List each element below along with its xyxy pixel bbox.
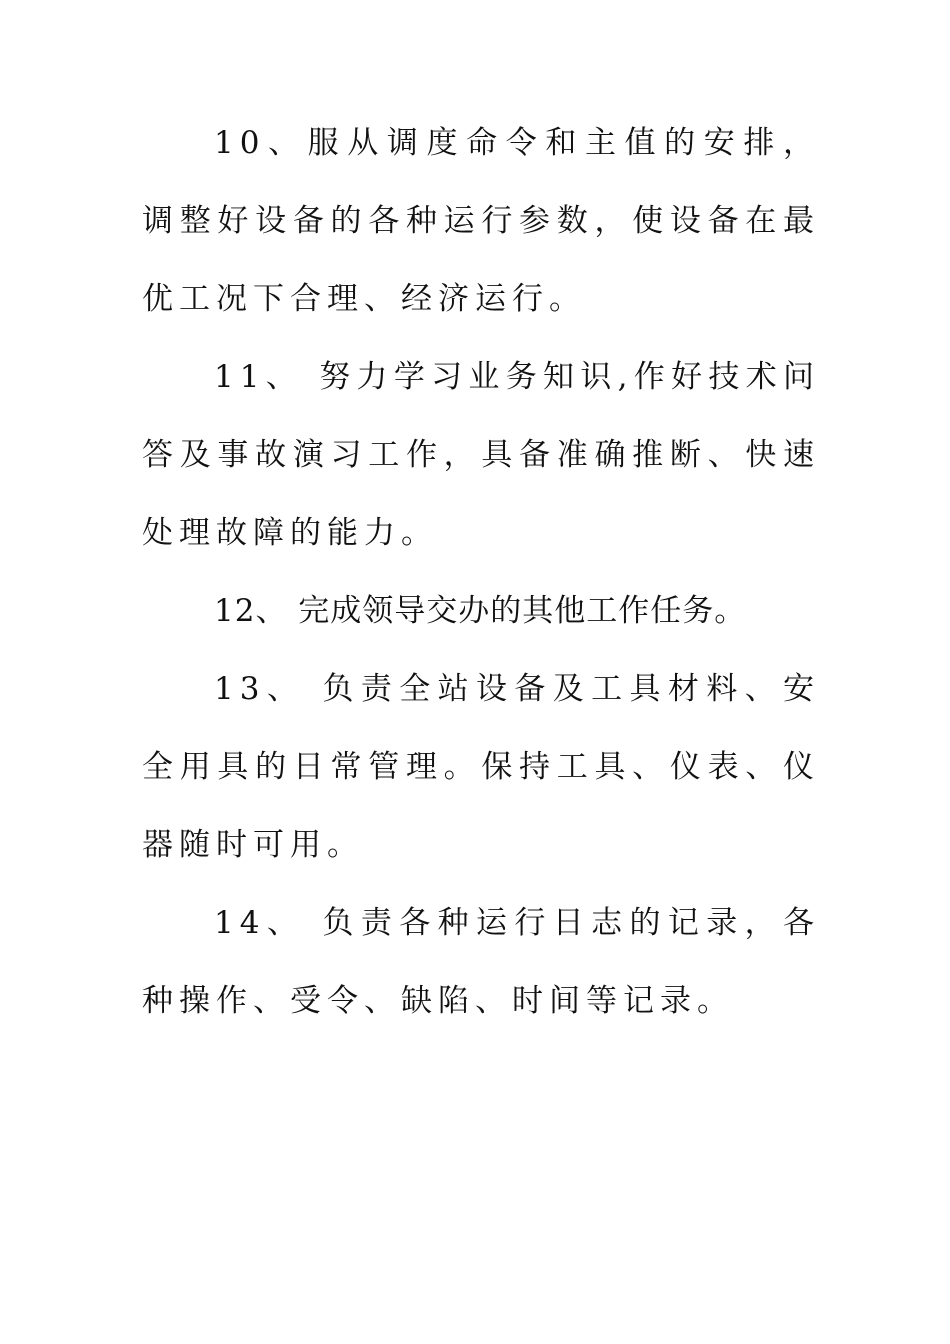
paragraph-item-14: 14、 负责各种运行日志的记录，各种操作、受令、缺陷、时间等记录。 xyxy=(142,905,820,1019)
paragraph-item-11: 11、 努力学习业务知识,作好技术问答及事故演习工作，具备准确推断、快速处理故障的能力。 xyxy=(142,359,820,551)
document-body xyxy=(142,104,820,1040)
paragraph-item-10: 10、服从调度命令和主值的安排，调整好设备的各种运行参数，使设备在最优工况下合理、经济运行。 xyxy=(142,125,820,317)
paragraph-item-13: 13、 负责全站设备及工具材料、安全用具的日常管理。保持工具、仪表、仪器随时可用。 xyxy=(142,671,820,863)
paragraph-item-12: 12、 完成领导交办的其他工作任务。 xyxy=(214,593,747,629)
